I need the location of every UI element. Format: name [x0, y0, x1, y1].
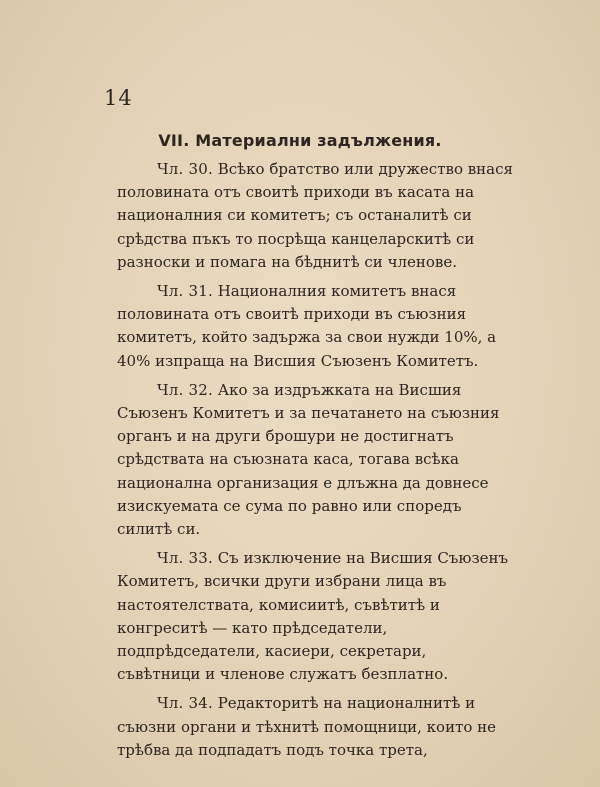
- article-paragraph: [117, 379, 513, 541]
- article-text: Редакторитѣ на националнитѣ и съюзни органи и тѣхнитѣ помощници, които не трѣбва да подпадатъ подъ точка трета,: [117, 694, 497, 759]
- section-title: VII. Материални задължения.: [158, 131, 442, 150]
- article-text: Ако за издръжката на Висшия Съюзенъ Комитетъ и за печатането на съюзния органъ и на други брошури не достигнатъ срѣдствата на съюзната каса, тогава всѣка национална организация е длъжна да довнесе изискуемата се сума по равно или споредъ силитѣ си.: [117, 380, 500, 539]
- article-paragraph: [117, 692, 513, 762]
- article-label: Чл. 30.: [157, 160, 213, 178]
- article-label: Чл. 34.: [157, 694, 213, 713]
- article-paragraph: [117, 158, 513, 274]
- body-text: [117, 158, 513, 762]
- article-paragraph: [117, 280, 513, 373]
- article-text: Националния комитетъ внася половината отъ своитѣ приходи въ съюзния комитетъ, който задържа за свои нужди 10%, а 40% изпраща на Висшия Съюзенъ Комитетъ.: [117, 282, 497, 370]
- article-label: Чл. 31.: [157, 282, 213, 301]
- article-text: Съ изключение на Висшия Съюзенъ Комитетъ, всички други избрани лица въ настоятелствата, комисиитѣ, съвѣтитѣ и конгреситѣ — като прѣдседатели, подпрѣдседатели, касиери, секретари, съвѣтници и членове служатъ безплатно.: [117, 549, 509, 684]
- article-label: Чл. 33.: [157, 549, 213, 568]
- article-label: Чл. 32.: [157, 380, 213, 399]
- article-paragraph: [117, 547, 513, 686]
- page-number: 14: [104, 86, 133, 110]
- article-text: Всѣко братство или дружество внася половината отъ своитѣ приходи въ касата на националния си комитетъ; съ останалитѣ си срѣдства пъкъ то посрѣща канцеларскитѣ си разноски и помага на бѣднитѣ си членове.: [117, 160, 513, 271]
